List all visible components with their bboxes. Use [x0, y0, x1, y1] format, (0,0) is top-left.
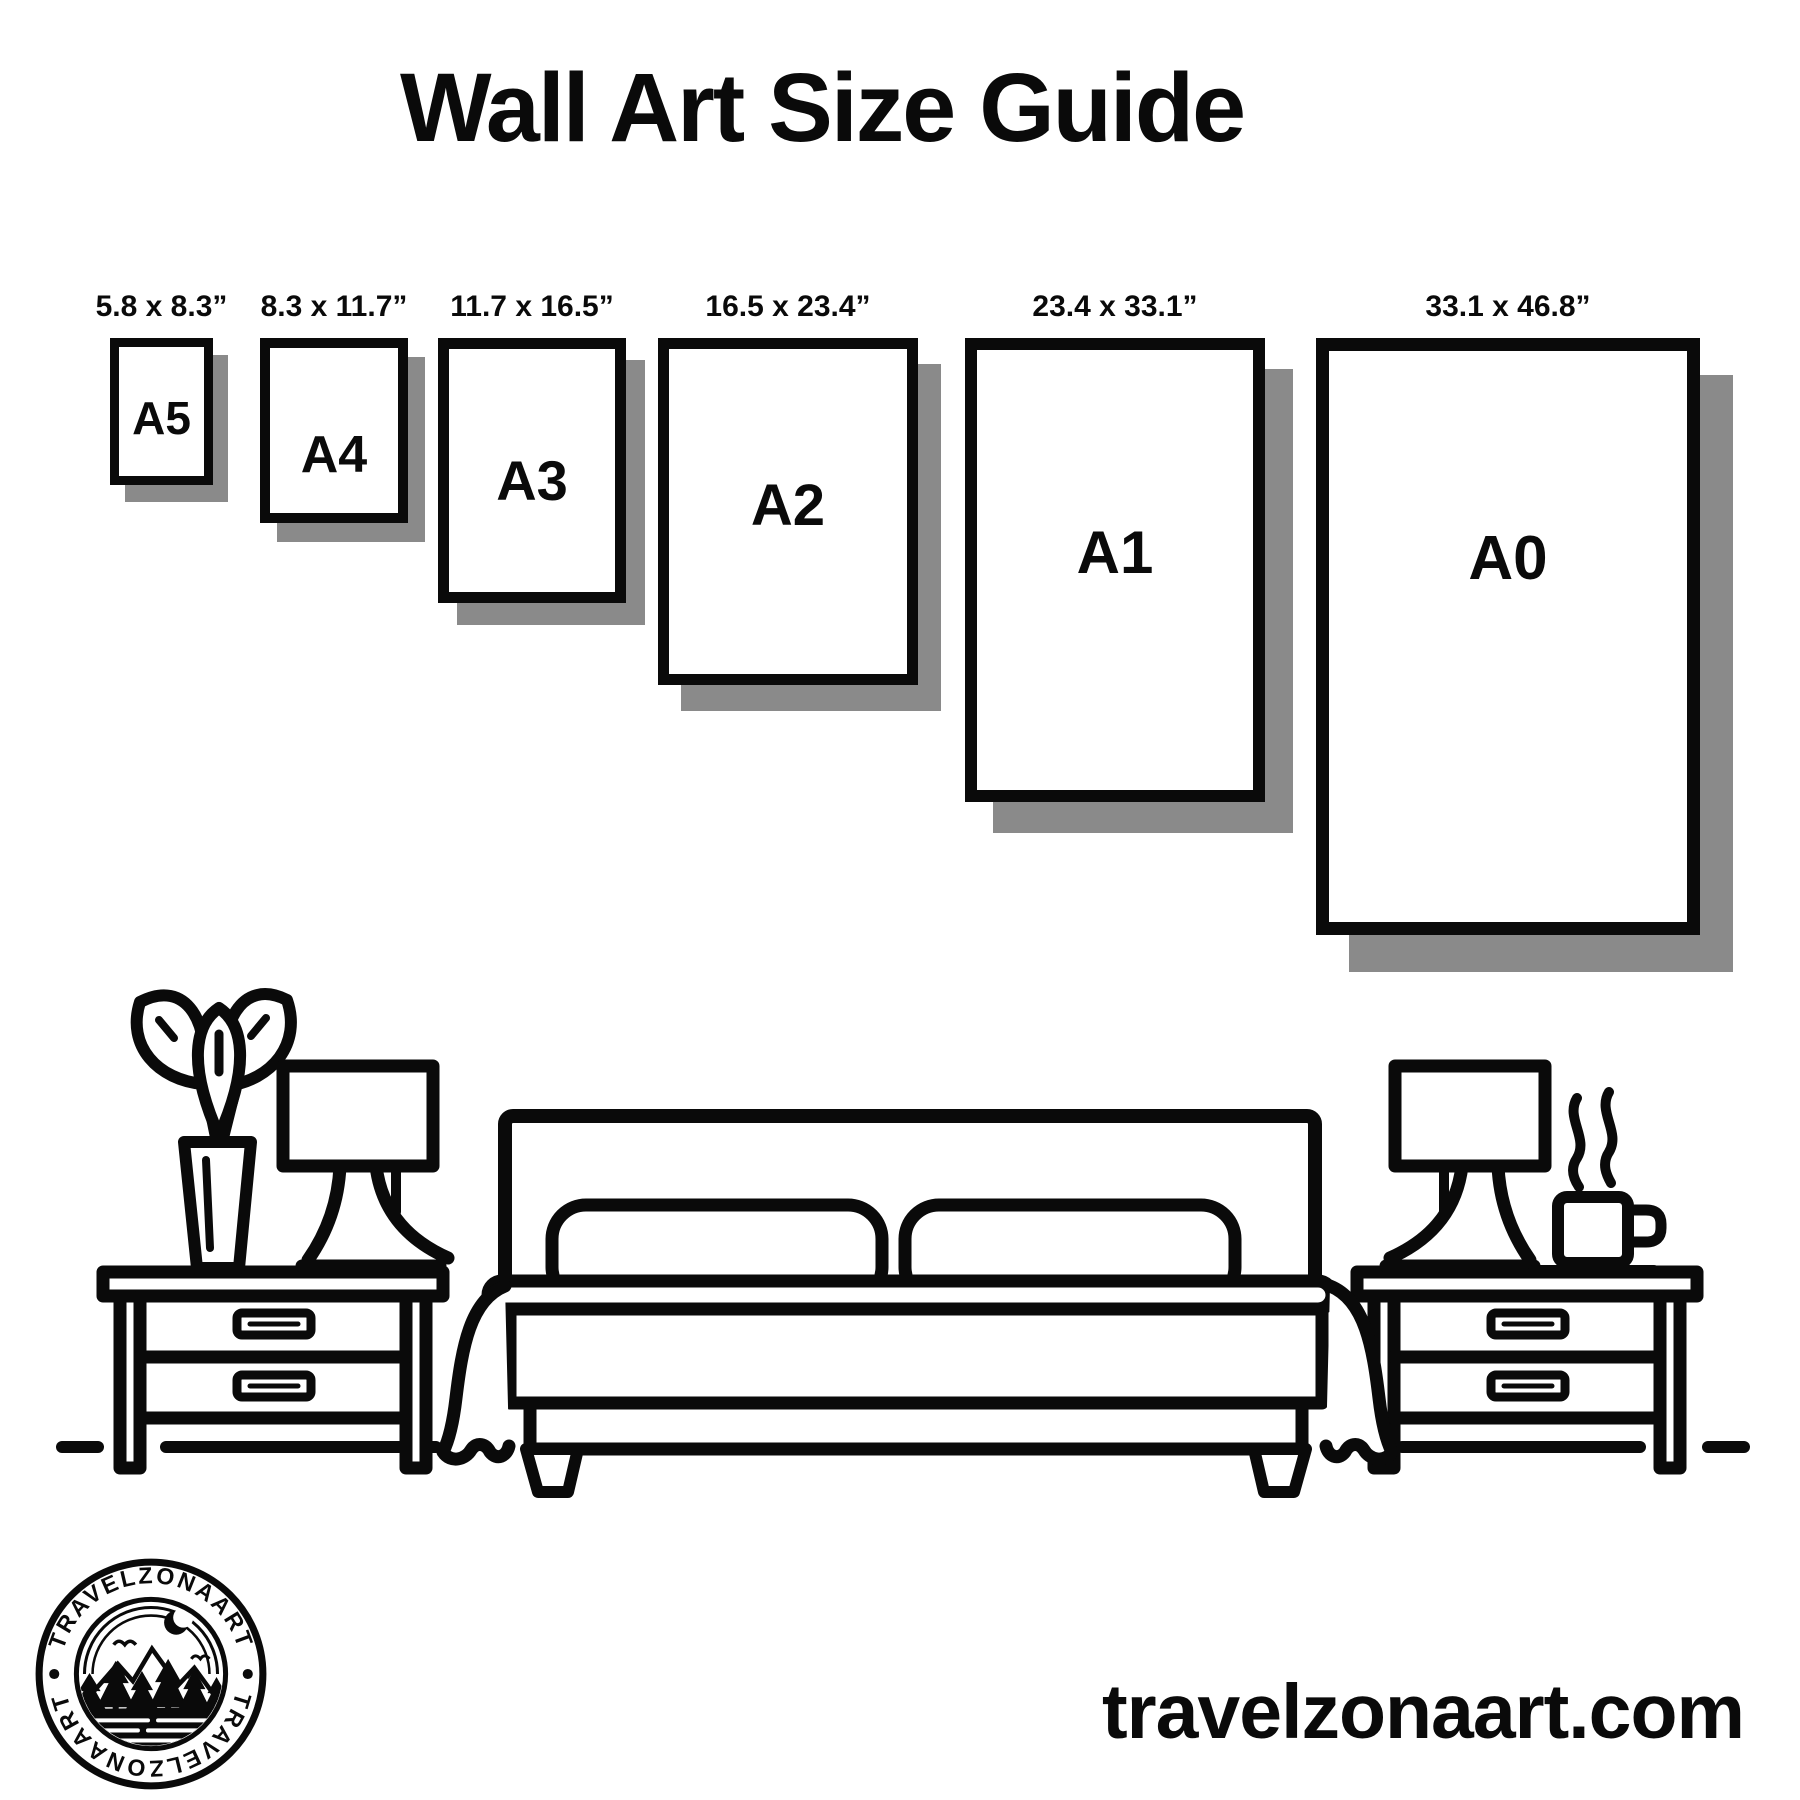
poster-frame-a1: [965, 338, 1265, 802]
size-letter-a3: A3: [496, 448, 568, 512]
poster-frame-a2: [658, 338, 918, 685]
dimension-label-a0: 33.1 x 46.8”: [1425, 290, 1591, 323]
size-letter-a4: A4: [300, 425, 368, 484]
poster-frame-a0: [1316, 338, 1700, 935]
dimension-label-a1: 23.4 x 33.1”: [1032, 290, 1198, 323]
poster-frame-a3: [438, 338, 626, 603]
poster-frame-a4: [260, 338, 408, 523]
website-url: travelzonaart.com: [1101, 1669, 1744, 1755]
poster-frame-a5: [110, 338, 213, 485]
dimension-label-a2: 16.5 x 23.4”: [705, 290, 871, 323]
dimension-label-a3: 11.7 x 16.5”: [450, 290, 614, 323]
size-letter-a0: A0: [1468, 523, 1548, 593]
dimension-label-a5: 5.8 x 8.3”: [95, 290, 228, 323]
logo-separator-dot-right: [243, 1669, 253, 1679]
blanket-left: [443, 1286, 509, 1459]
nightstand-left-icon: [103, 1272, 443, 1468]
size-letter-a5: A5: [132, 391, 191, 444]
plant-icon: [137, 994, 291, 1268]
table-lamp-left-icon: [283, 1066, 448, 1266]
bed-icon: [443, 1116, 1392, 1492]
coffee-cup-icon: [1534, 1092, 1661, 1271]
dimension-label-a4: 8.3 x 11.7”: [260, 290, 408, 323]
nightstand-right-icon: [1357, 1272, 1697, 1468]
logo-arc-text-bottom: TRAVELZONAART: [45, 1689, 257, 1782]
bird-icon: [114, 1641, 136, 1645]
size-letter-a1: A1: [1076, 519, 1154, 586]
logo-separator-dot-left: [49, 1669, 59, 1679]
size-letter-a2: A2: [750, 472, 826, 538]
table-lamp-right-icon: [1386, 1066, 1545, 1266]
brand-logo: [25, 1548, 277, 1800]
page-title: Wall Art Size Guide: [399, 53, 1245, 162]
logo-arc-text-top: TRAVELZONAART: [43, 1562, 259, 1653]
bedroom-scene: [0, 900, 1800, 1520]
